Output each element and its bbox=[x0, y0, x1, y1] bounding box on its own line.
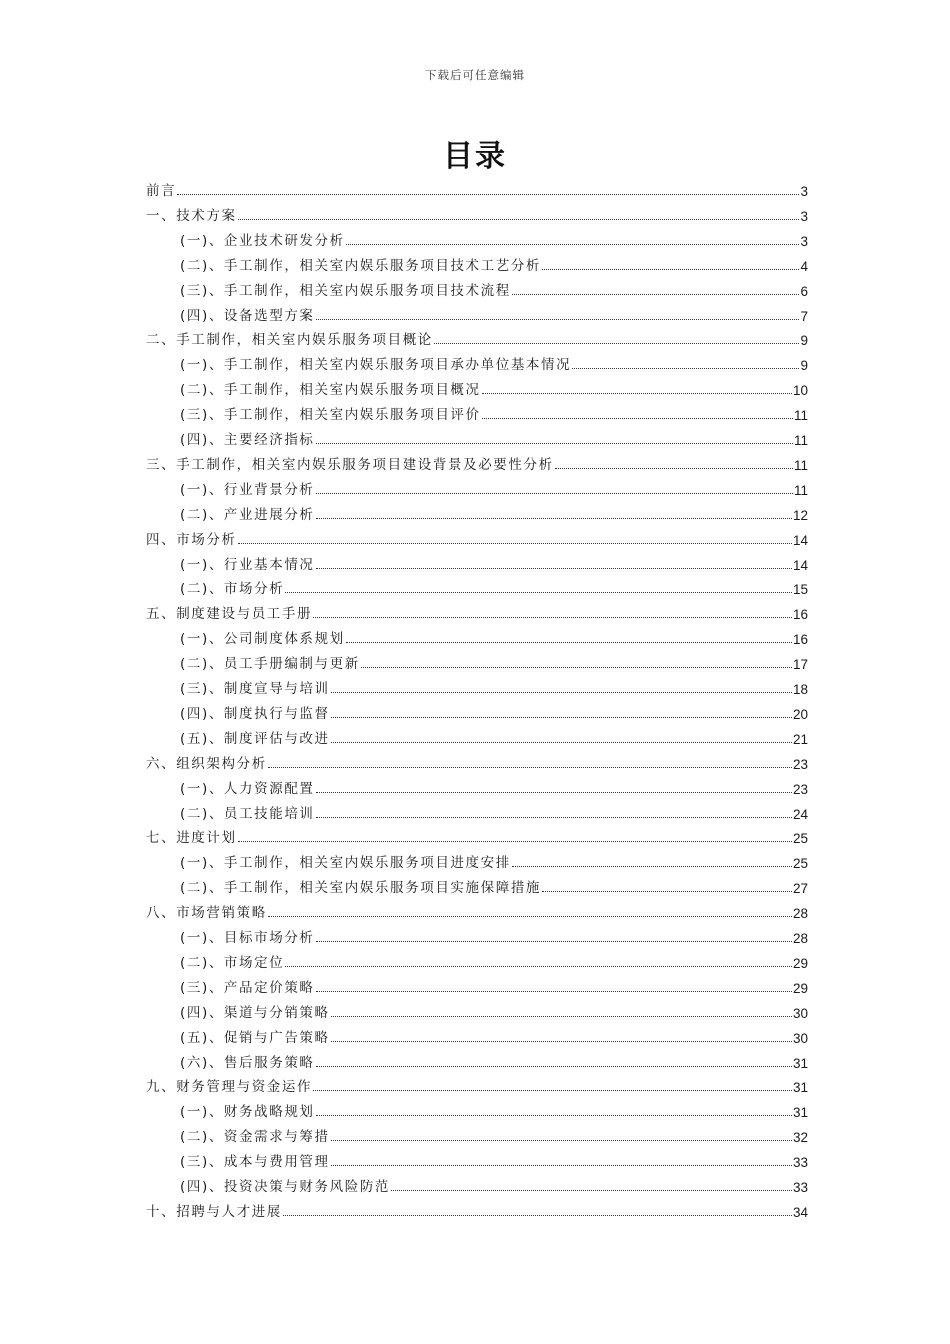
toc-entry[interactable] bbox=[180, 1145, 808, 1170]
toc-entry-title: (三)、产品定价策略 bbox=[180, 979, 315, 996]
toc-entry-page: 10 bbox=[792, 383, 808, 399]
toc-dot-leader bbox=[331, 1041, 792, 1042]
toc-dot-leader bbox=[542, 269, 799, 270]
toc-entry-title: (二)、员工技能培训 bbox=[180, 805, 315, 822]
toc-entry[interactable] bbox=[180, 548, 808, 573]
toc-dot-leader bbox=[316, 817, 792, 818]
toc-entry-title: (二)、市场定位 bbox=[180, 954, 285, 971]
toc-entry[interactable] bbox=[180, 722, 808, 747]
toc-entry-page: 23 bbox=[792, 756, 808, 772]
toc-dot-leader bbox=[331, 1165, 792, 1166]
toc-entry-title: (三)、手工制作，相关室内娱乐服务项目技术流程 bbox=[180, 282, 511, 299]
toc-entry-title: (四)、制度执行与监督 bbox=[180, 705, 330, 722]
toc-dot-leader bbox=[238, 219, 800, 220]
toc-entry[interactable] bbox=[180, 473, 808, 498]
toc-entry-page: 9 bbox=[800, 333, 808, 349]
toc-entry-title: (一)、行业基本情况 bbox=[180, 556, 315, 573]
toc-entry[interactable] bbox=[180, 373, 808, 398]
toc-dot-leader bbox=[482, 418, 793, 419]
toc-entry-title: (二)、手工制作，相关室内娱乐服务项目概况 bbox=[180, 382, 481, 399]
toc-entry-page: 3 bbox=[800, 233, 808, 249]
toc-entry-page: 29 bbox=[792, 980, 808, 996]
toc-entry[interactable] bbox=[146, 1070, 808, 1095]
toc-entry-page: 32 bbox=[792, 1130, 808, 1146]
toc-dot-leader bbox=[316, 518, 792, 519]
toc-entry[interactable] bbox=[146, 523, 808, 548]
toc-dot-leader bbox=[331, 1016, 792, 1017]
toc-entry-title: 五、制度建设与员工手册 bbox=[146, 606, 313, 623]
toc-entry[interactable] bbox=[180, 398, 808, 423]
toc-entry-page: 31 bbox=[792, 1055, 808, 1071]
toc-entry-title: (一)、手工制作，相关室内娱乐服务项目承办单位基本情况 bbox=[180, 357, 572, 374]
toc-entry-title: (五)、制度评估与改进 bbox=[180, 730, 330, 747]
toc-entry-page: 11 bbox=[793, 457, 808, 473]
toc-dot-leader bbox=[512, 866, 792, 867]
toc-entry-title: 一、技术方案 bbox=[146, 207, 237, 224]
toc-entry-title: (一)、人力资源配置 bbox=[180, 780, 315, 797]
toc-dot-leader bbox=[434, 343, 800, 344]
toc-entry[interactable] bbox=[146, 199, 808, 224]
toc-entry[interactable] bbox=[180, 772, 808, 797]
toc-entry-page: 14 bbox=[792, 532, 808, 548]
toc-dot-leader bbox=[331, 742, 792, 743]
toc-dot-leader bbox=[331, 1140, 792, 1141]
toc-dot-leader bbox=[316, 1115, 792, 1116]
toc-entry-title: 三、手工制作，相关室内娱乐服务项目建设背景及必要性分析 bbox=[146, 456, 554, 473]
toc-dot-leader bbox=[238, 543, 792, 544]
header-note: 下载后可任意编辑 bbox=[425, 68, 525, 82]
toc-entry[interactable] bbox=[180, 1170, 808, 1195]
toc-entry[interactable] bbox=[146, 597, 808, 622]
toc-entry-page: 4 bbox=[800, 258, 808, 274]
toc-entry-page: 11 bbox=[793, 408, 808, 424]
toc-entry[interactable] bbox=[180, 572, 808, 597]
toc-dot-leader bbox=[542, 891, 792, 892]
toc-entry-page: 29 bbox=[792, 955, 808, 971]
page-title: 目录 bbox=[443, 139, 507, 174]
toc-dot-leader bbox=[316, 792, 792, 793]
toc-entry[interactable] bbox=[180, 921, 808, 946]
toc-dot-leader bbox=[313, 617, 792, 618]
toc-entry-title: 前言 bbox=[146, 183, 177, 199]
toc-entry-page: 3 bbox=[800, 208, 808, 224]
toc-entry[interactable] bbox=[180, 423, 808, 448]
toc-dot-leader bbox=[285, 966, 792, 967]
toc-dot-leader bbox=[316, 443, 793, 444]
toc-entry-title: (四)、投资决策与财务风险防范 bbox=[180, 1179, 391, 1195]
toc-entry-page: 11 bbox=[793, 433, 808, 448]
toc-dot-leader bbox=[285, 592, 792, 593]
toc-entry-title: 七、进度计划 bbox=[146, 830, 237, 847]
toc-entry[interactable] bbox=[146, 1195, 808, 1220]
toc-entry[interactable] bbox=[146, 323, 808, 348]
toc-dot-leader bbox=[316, 493, 793, 494]
toc-entry-title: (二)、员工手册编制与更新 bbox=[180, 656, 360, 673]
toc-dot-leader bbox=[316, 991, 792, 992]
toc-entry-title: 六、组织架构分析 bbox=[146, 755, 267, 772]
toc-entry-page: 17 bbox=[792, 657, 808, 673]
toc-entry-page: 25 bbox=[792, 831, 808, 847]
toc-entry-page: 25 bbox=[792, 856, 808, 872]
toc-entry[interactable] bbox=[180, 1120, 808, 1145]
toc-entry[interactable] bbox=[146, 448, 808, 473]
toc-dot-leader bbox=[316, 568, 792, 569]
toc-dot-leader bbox=[316, 941, 792, 942]
toc-dot-leader bbox=[316, 1066, 792, 1067]
toc-dot-leader bbox=[177, 194, 799, 195]
toc-entry[interactable] bbox=[180, 797, 808, 822]
toc-entry[interactable] bbox=[146, 747, 808, 772]
toc-entry-title: (二)、产业进展分析 bbox=[180, 506, 315, 523]
toc-entry[interactable] bbox=[180, 946, 808, 971]
toc-entry[interactable] bbox=[180, 971, 808, 996]
toc-entry[interactable] bbox=[180, 224, 808, 249]
toc-dot-leader bbox=[316, 319, 800, 320]
toc-entry-title: (一)、目标市场分析 bbox=[180, 930, 315, 946]
toc-entry[interactable] bbox=[180, 498, 808, 523]
toc-entry[interactable] bbox=[180, 871, 808, 896]
toc-dot-leader bbox=[361, 667, 792, 668]
toc-entry-page: 30 bbox=[792, 1030, 808, 1046]
toc-entry[interactable] bbox=[180, 647, 808, 672]
toc-dot-leader bbox=[331, 717, 792, 718]
toc-entry-page: 11 bbox=[793, 482, 808, 498]
toc-entry-title: (一)、手工制作，相关室内娱乐服务项目进度安排 bbox=[180, 855, 511, 872]
toc-entry-title: (一)、企业技术研发分析 bbox=[180, 232, 345, 249]
toc-entry-page: 20 bbox=[792, 706, 808, 722]
toc-dot-leader bbox=[313, 1090, 792, 1091]
toc-entry-page: 21 bbox=[792, 731, 808, 747]
toc-entry-title: (二)、市场分析 bbox=[180, 581, 285, 598]
toc-dot-leader bbox=[482, 393, 792, 394]
toc-entry-page: 14 bbox=[792, 557, 808, 573]
toc-dot-leader bbox=[512, 294, 800, 295]
toc-entry-page: 28 bbox=[792, 931, 808, 946]
toc-entry-page: 3 bbox=[800, 184, 808, 199]
toc-entry-title: (二)、资金需求与筹措 bbox=[180, 1129, 330, 1146]
toc-entry[interactable] bbox=[180, 622, 808, 647]
toc-dot-leader bbox=[346, 244, 800, 245]
toc-entry[interactable] bbox=[146, 896, 808, 921]
toc-entry-title: (一)、行业背景分析 bbox=[180, 481, 315, 498]
toc-entry-title: 十、招聘与人才进展 bbox=[146, 1203, 282, 1220]
toc-dot-leader bbox=[268, 916, 792, 917]
toc-entry-title: (三)、制度宣导与培训 bbox=[180, 681, 330, 697]
toc-dot-leader bbox=[572, 368, 799, 369]
toc-entry-page: 7 bbox=[800, 308, 808, 324]
toc-entry-page: 12 bbox=[792, 507, 808, 523]
toc-dot-leader bbox=[283, 1215, 792, 1216]
toc-entry-page: 16 bbox=[792, 632, 808, 648]
toc-entry-title: (五)、促销与广告策略 bbox=[180, 1029, 330, 1046]
toc-entry-page: 15 bbox=[792, 582, 808, 598]
toc-entry[interactable] bbox=[180, 1046, 808, 1071]
toc-entry-page: 16 bbox=[792, 607, 808, 623]
toc-entry-page: 31 bbox=[792, 1080, 808, 1096]
toc-entry-title: (二)、手工制作，相关室内娱乐服务项目技术工艺分析 bbox=[180, 257, 542, 274]
toc-entry-page: 31 bbox=[792, 1105, 808, 1121]
toc-entry-page: 34 bbox=[792, 1204, 808, 1220]
toc-dot-leader bbox=[391, 1190, 792, 1191]
toc-entry-title: (六)、售后服务策略 bbox=[180, 1054, 315, 1071]
toc-entry[interactable] bbox=[180, 249, 808, 274]
toc-dot-leader bbox=[331, 692, 792, 693]
toc-entry[interactable] bbox=[180, 846, 808, 871]
toc-entry-page: 33 bbox=[792, 1155, 808, 1171]
toc-entry[interactable] bbox=[180, 672, 808, 697]
toc-dot-leader bbox=[555, 468, 793, 469]
toc-entry-title: 四、市场分析 bbox=[146, 531, 237, 548]
toc-entry[interactable] bbox=[180, 996, 808, 1021]
toc-entry[interactable] bbox=[146, 821, 808, 846]
toc-entry-title: (一)、公司制度体系规划 bbox=[180, 631, 345, 648]
toc-entry-page: 6 bbox=[800, 283, 808, 299]
toc-entry-title: (二)、手工制作，相关室内娱乐服务项目实施保障措施 bbox=[180, 880, 542, 897]
toc-entry[interactable] bbox=[146, 174, 808, 199]
toc-dot-leader bbox=[268, 767, 792, 768]
toc-entry-title: 八、市场营销策略 bbox=[146, 905, 267, 922]
toc-entry-title: 二、手工制作，相关室内娱乐服务项目概论 bbox=[146, 332, 433, 349]
toc-entry-page: 18 bbox=[792, 682, 808, 697]
toc-entry-title: (一)、财务战略规划 bbox=[180, 1104, 315, 1121]
toc-entry-title: (四)、主要经济指标 bbox=[180, 432, 315, 448]
toc-entry-page: 30 bbox=[792, 1005, 808, 1021]
toc-entry[interactable] bbox=[180, 348, 808, 373]
toc-entry[interactable] bbox=[180, 299, 808, 324]
toc-entry-page: 24 bbox=[792, 806, 808, 822]
toc-entry-page: 23 bbox=[792, 781, 808, 797]
toc-dot-leader bbox=[238, 841, 792, 842]
toc-dot-leader bbox=[346, 642, 792, 643]
toc-entry[interactable] bbox=[180, 274, 808, 299]
toc-entry[interactable] bbox=[180, 697, 808, 722]
toc-entry[interactable] bbox=[180, 1095, 808, 1120]
toc-entry[interactable] bbox=[180, 1021, 808, 1046]
toc-entry-title: (四)、渠道与分销策略 bbox=[180, 1004, 330, 1021]
toc-entry-title: (四)、设备选型方案 bbox=[180, 307, 315, 324]
toc-entry-page: 27 bbox=[792, 881, 808, 897]
toc-entry-page: 9 bbox=[800, 358, 808, 374]
toc-entry-page: 33 bbox=[792, 1180, 808, 1195]
toc-entry-title: (三)、手工制作，相关室内娱乐服务项目评价 bbox=[180, 407, 481, 424]
toc-entry-title: 九、财务管理与资金运作 bbox=[146, 1079, 313, 1096]
toc-entry-page: 28 bbox=[792, 906, 808, 922]
toc-entry-title: (三)、成本与费用管理 bbox=[180, 1154, 330, 1171]
